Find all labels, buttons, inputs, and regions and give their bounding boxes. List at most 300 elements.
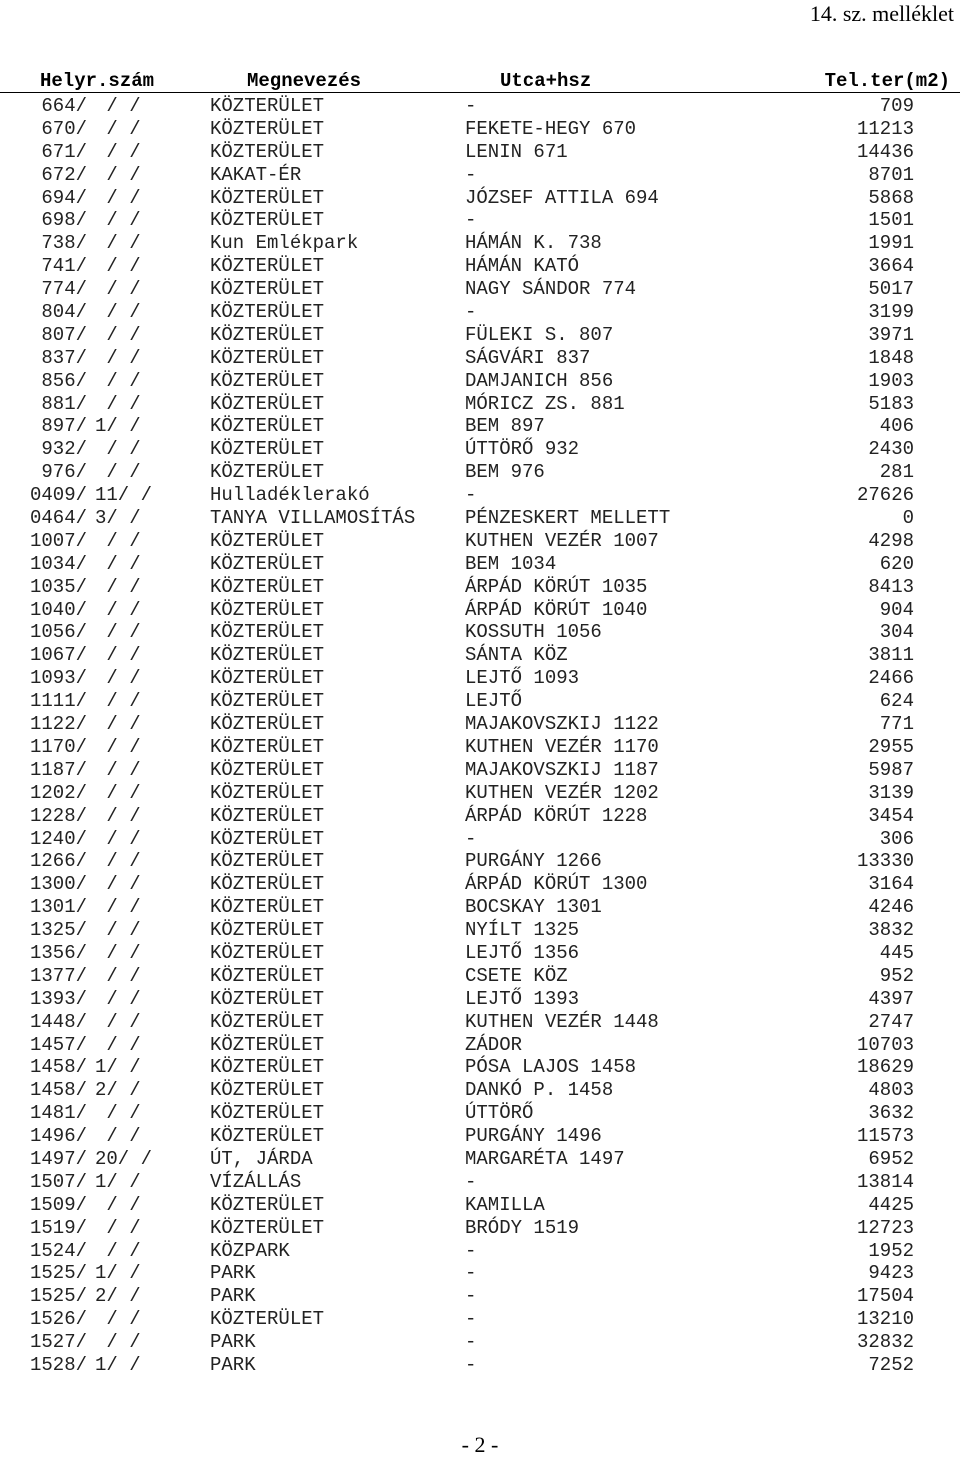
designation: KÖZTERÜLET [210, 552, 325, 575]
table-row [0, 1354, 960, 1377]
parcel-subnumber: / / [95, 667, 141, 690]
parcel-number: 1240/ [29, 827, 87, 850]
designation: KÖZTERÜLET [210, 575, 325, 598]
street-address: MÓRICZ ZS. 881 [465, 392, 625, 415]
area-value: 406 [879, 415, 914, 438]
designation: KÖZTERÜLET [210, 529, 325, 552]
area-value: 3139 [868, 781, 914, 804]
table-row [0, 599, 960, 622]
table-row [0, 1171, 960, 1194]
designation: KÖZTERÜLET [210, 323, 325, 346]
table-row [0, 278, 960, 301]
street-address: KOSSUTH 1056 [465, 621, 602, 644]
parcel-number: 1528/ [29, 1353, 87, 1376]
table-row [0, 95, 960, 118]
designation: VÍZÁLLÁS [210, 1170, 302, 1193]
parcel-subnumber: / / [95, 896, 141, 919]
area-value: 5987 [868, 758, 914, 781]
street-address: JÓZSEF ATTILA 694 [465, 186, 659, 209]
parcel-subnumber: / / [95, 95, 141, 117]
table-row [0, 782, 960, 805]
designation: KÖZTERÜLET [210, 415, 325, 438]
parcel-subnumber: / / [95, 529, 141, 552]
parcel-number: 1526/ [29, 1308, 87, 1331]
header-parcel-number: Helyr.szám [40, 70, 155, 92]
designation: KAKAT-ÉR [210, 163, 302, 186]
designation: KÖZTERÜLET [210, 392, 325, 415]
street-address: - [465, 1353, 477, 1376]
designation: KÖZTERÜLET [210, 941, 325, 964]
parcel-subnumber: 3/ / [95, 507, 141, 530]
designation: KÖZTERÜLET [210, 919, 325, 942]
parcel-subnumber: / / [95, 346, 141, 369]
area-value: 3632 [868, 1102, 914, 1125]
parcel-subnumber: / / [95, 827, 141, 850]
parcel-subnumber: / / [95, 255, 141, 278]
designation: KÖZTERÜLET [210, 758, 325, 781]
parcel-number: 1509/ [29, 1193, 87, 1216]
table-row [0, 209, 960, 232]
parcel-number: 1034/ [29, 552, 87, 575]
parcel-number: 1301/ [29, 896, 87, 919]
designation: KÖZTERÜLET [210, 278, 325, 301]
table-row [0, 805, 960, 828]
area-value: 3971 [868, 323, 914, 346]
area-value: 4298 [868, 529, 914, 552]
parcel-number: 837/ [41, 346, 87, 369]
parcel-number: 1496/ [29, 1125, 87, 1148]
street-address: - [465, 827, 477, 850]
street-address: FEKETE-HEGY 670 [465, 117, 637, 140]
table-row [0, 667, 960, 690]
street-address: - [465, 1331, 477, 1354]
area-value: 4803 [868, 1079, 914, 1102]
street-address: LEJTŐ [465, 690, 523, 713]
table-row [0, 484, 960, 507]
parcel-subnumber: 1/ / [95, 1353, 141, 1376]
parcel-number: 1457/ [29, 1033, 87, 1056]
parcel-number: 1448/ [29, 1010, 87, 1033]
parcel-number: 1035/ [29, 575, 87, 598]
table-row [0, 1217, 960, 1240]
street-address: ÁRPÁD KÖRÚT 1035 [465, 575, 648, 598]
designation: KÖZTERÜLET [210, 644, 325, 667]
designation: KÖZTERÜLET [210, 1033, 325, 1056]
parcel-subnumber: / / [95, 781, 141, 804]
designation: PARK [210, 1262, 256, 1285]
designation: ÚT, JÁRDA [210, 1147, 313, 1170]
area-value: 624 [879, 690, 914, 713]
parcel-subnumber: / / [95, 301, 141, 324]
area-value: 2955 [868, 735, 914, 758]
designation: Kun Emlékpark [210, 232, 359, 255]
parcel-subnumber: / / [95, 232, 141, 255]
table-row [0, 347, 960, 370]
parcel-subnumber: 20/ / [95, 1147, 153, 1170]
table-row [0, 1194, 960, 1217]
street-address: HÁMÁN K. 738 [465, 232, 602, 255]
parcel-subnumber: / / [95, 369, 141, 392]
area-value: 5017 [868, 278, 914, 301]
area-value: 14436 [856, 140, 914, 163]
table-row [0, 736, 960, 759]
parcel-number: 1266/ [29, 850, 87, 873]
area-value: 32832 [856, 1331, 914, 1354]
parcel-number: 1519/ [29, 1216, 87, 1239]
table-row [0, 1079, 960, 1102]
table-row [0, 553, 960, 576]
street-address: SÁNTA KÖZ [465, 644, 568, 667]
parcel-subnumber: 1/ / [95, 1170, 141, 1193]
area-value: 3164 [868, 873, 914, 896]
parcel-subnumber: / / [95, 438, 141, 461]
street-address: ÁRPÁD KÖRÚT 1040 [465, 598, 648, 621]
table-row [0, 415, 960, 438]
table-row [0, 828, 960, 851]
parcel-subnumber: / / [95, 1331, 141, 1354]
designation: KÖZTERÜLET [210, 896, 325, 919]
parcel-number: 804/ [41, 301, 87, 324]
street-address: FÜLEKI S. 807 [465, 323, 614, 346]
parcel-subnumber: / / [95, 964, 141, 987]
designation: KÖZTERÜLET [210, 301, 325, 324]
parcel-number: 694/ [41, 186, 87, 209]
area-value: 1903 [868, 369, 914, 392]
parcel-number: 1228/ [29, 804, 87, 827]
street-address: LENIN 671 [465, 140, 568, 163]
parcel-number: 672/ [41, 163, 87, 186]
designation: PARK [210, 1285, 256, 1308]
parcel-number: 1007/ [29, 529, 87, 552]
area-value: 18629 [856, 1056, 914, 1079]
designation: KÖZTERÜLET [210, 95, 325, 117]
street-address: HÁMÁN KATÓ [465, 255, 580, 278]
area-value: 8701 [868, 163, 914, 186]
area-value: 8413 [868, 575, 914, 598]
designation: KÖZTERÜLET [210, 1079, 325, 1102]
area-value: 904 [879, 598, 914, 621]
parcel-number: 1507/ [29, 1170, 87, 1193]
parcel-subnumber: / / [95, 690, 141, 713]
area-value: 10703 [856, 1033, 914, 1056]
parcel-subnumber: / / [95, 919, 141, 942]
parcel-subnumber: / / [95, 323, 141, 346]
parcel-subnumber: / / [95, 713, 141, 736]
parcel-subnumber: / / [95, 598, 141, 621]
table-row [0, 393, 960, 416]
area-value: 771 [879, 713, 914, 736]
designation: KÖZTERÜLET [210, 621, 325, 644]
table-row [0, 141, 960, 164]
area-value: 3832 [868, 919, 914, 942]
parcel-subnumber: / / [95, 140, 141, 163]
street-address: ÚTTÖRŐ 932 [465, 438, 580, 461]
designation: KÖZTERÜLET [210, 804, 325, 827]
area-value: 11573 [856, 1125, 914, 1148]
parcel-number: 1187/ [29, 758, 87, 781]
parcel-subnumber: 2/ / [95, 1079, 141, 1102]
parcel-subnumber: / / [95, 735, 141, 758]
area-value: 4425 [868, 1193, 914, 1216]
table-row [0, 324, 960, 347]
street-address: BRÓDY 1519 [465, 1216, 580, 1239]
area-value: 620 [879, 552, 914, 575]
parcel-subnumber: / / [95, 1308, 141, 1331]
designation: TANYA VILLAMOSÍTÁS [210, 507, 416, 530]
area-value: 7252 [868, 1353, 914, 1376]
parcel-subnumber: / / [95, 621, 141, 644]
street-address: - [465, 1262, 477, 1285]
area-value: 2466 [868, 667, 914, 690]
parcel-subnumber: / / [95, 644, 141, 667]
area-value: 12723 [856, 1216, 914, 1239]
table-row [0, 1125, 960, 1148]
table-row [0, 1102, 960, 1125]
header-designation: Megnevezés [247, 70, 362, 92]
header-street: Utca+hsz [500, 70, 592, 92]
parcel-number: 1122/ [29, 713, 87, 736]
area-value: 281 [879, 461, 914, 484]
street-address: BEM 1034 [465, 552, 557, 575]
parcel-number: 1040/ [29, 598, 87, 621]
street-address: - [465, 209, 477, 232]
table-row [0, 713, 960, 736]
designation: KÖZTERÜLET [210, 827, 325, 850]
street-address: ÁRPÁD KÖRÚT 1300 [465, 873, 648, 896]
street-address: BEM 976 [465, 461, 545, 484]
designation: KÖZPARK [210, 1239, 290, 1262]
parcel-number: 932/ [41, 438, 87, 461]
area-value: 3454 [868, 804, 914, 827]
area-value: 4246 [868, 896, 914, 919]
parcel-number: 1202/ [29, 781, 87, 804]
area-value: 17504 [856, 1285, 914, 1308]
street-address: PÓSA LAJOS 1458 [465, 1056, 637, 1079]
designation: KÖZTERÜLET [210, 781, 325, 804]
area-value: 3664 [868, 255, 914, 278]
table-row [0, 988, 960, 1011]
area-value: 0 [902, 507, 914, 530]
parcel-subnumber: / / [95, 941, 141, 964]
parcel-subnumber: / / [95, 209, 141, 232]
designation: Hulladéklerakó [210, 484, 370, 507]
street-address: BEM 897 [465, 415, 545, 438]
parcel-number: 1377/ [29, 964, 87, 987]
street-address: LEJTŐ 1393 [465, 987, 580, 1010]
table-body [0, 95, 960, 1377]
parcel-number: 671/ [41, 140, 87, 163]
parcel-number: 897/ [41, 415, 87, 438]
table-header [0, 70, 960, 93]
area-value: 2430 [868, 438, 914, 461]
area-value: 1991 [868, 232, 914, 255]
table-row [0, 301, 960, 324]
table-row [0, 759, 960, 782]
parcel-number: 1300/ [29, 873, 87, 896]
designation: PARK [210, 1353, 256, 1376]
area-value: 11213 [856, 117, 914, 140]
street-address: PURGÁNY 1266 [465, 850, 602, 873]
street-address: - [465, 1170, 477, 1193]
street-address: KUTHEN VEZÉR 1202 [465, 781, 659, 804]
annex-label: 14. sz. melléklet [809, 1, 954, 26]
designation: KÖZTERÜLET [210, 346, 325, 369]
designation: KÖZTERÜLET [210, 369, 325, 392]
parcel-number: 741/ [41, 255, 87, 278]
parcel-subnumber: / / [95, 278, 141, 301]
table-row [0, 873, 960, 896]
designation: KÖZTERÜLET [210, 713, 325, 736]
parcel-number: 0409/ [29, 484, 87, 507]
parcel-number: 1481/ [29, 1102, 87, 1125]
street-address: LEJTŐ 1093 [465, 667, 580, 690]
street-address: DANKÓ P. 1458 [465, 1079, 614, 1102]
table-row [0, 621, 960, 644]
table-row [0, 187, 960, 210]
street-address: KAMILLA [465, 1193, 545, 1216]
parcel-number: 1325/ [29, 919, 87, 942]
designation: KÖZTERÜLET [210, 438, 325, 461]
table-row [0, 690, 960, 713]
designation: KÖZTERÜLET [210, 987, 325, 1010]
table-row [0, 896, 960, 919]
page-number: - 2 - [461, 1432, 499, 1457]
street-address: BOCSKAY 1301 [465, 896, 602, 919]
designation: KÖZTERÜLET [210, 1193, 325, 1216]
area-value: 13210 [856, 1308, 914, 1331]
parcel-number: 1458/ [29, 1079, 87, 1102]
designation: KÖZTERÜLET [210, 667, 325, 690]
table-row [0, 942, 960, 965]
street-address: KUTHEN VEZÉR 1170 [465, 735, 659, 758]
table-row [0, 530, 960, 553]
header-area: Tel.ter(m2) [824, 70, 950, 92]
table-row [0, 576, 960, 599]
parcel-subnumber: 1/ / [95, 1056, 141, 1079]
designation: KÖZTERÜLET [210, 735, 325, 758]
parcel-number: 1356/ [29, 941, 87, 964]
area-value: 304 [879, 621, 914, 644]
street-address: - [465, 1285, 477, 1308]
table-row [0, 1148, 960, 1171]
designation: PARK [210, 1331, 256, 1354]
designation: KÖZTERÜLET [210, 209, 325, 232]
table-row [0, 164, 960, 187]
parcel-number: 1527/ [29, 1331, 87, 1354]
street-address: - [465, 95, 477, 117]
street-address: LEJTŐ 1356 [465, 941, 580, 964]
table-row [0, 965, 960, 988]
designation: KÖZTERÜLET [210, 850, 325, 873]
parcel-number: 856/ [41, 369, 87, 392]
street-address: KUTHEN VEZÉR 1448 [465, 1010, 659, 1033]
parcel-subnumber: / / [95, 1102, 141, 1125]
parcel-number: 1497/ [29, 1147, 87, 1170]
parcel-number: 1525/ [29, 1262, 87, 1285]
parcel-number: 0464/ [29, 507, 87, 530]
table-row [0, 1308, 960, 1331]
area-value: 5868 [868, 186, 914, 209]
parcel-number: 1093/ [29, 667, 87, 690]
table-row [0, 1034, 960, 1057]
parcel-subnumber: / / [95, 575, 141, 598]
area-value: 306 [879, 827, 914, 850]
area-value: 1848 [868, 346, 914, 369]
parcel-subnumber: / / [95, 117, 141, 140]
street-address: - [465, 301, 477, 324]
table-row [0, 1056, 960, 1079]
street-address: MAJAKOVSZKIJ 1187 [465, 758, 659, 781]
parcel-number: 1111/ [29, 690, 87, 713]
table-row [0, 232, 960, 255]
parcel-number: 774/ [41, 278, 87, 301]
designation: KÖZTERÜLET [210, 690, 325, 713]
area-value: 3199 [868, 301, 914, 324]
area-value: 13330 [856, 850, 914, 873]
designation: KÖZTERÜLET [210, 1216, 325, 1239]
designation: KÖZTERÜLET [210, 873, 325, 896]
table-row [0, 919, 960, 942]
parcel-subnumber: / / [95, 873, 141, 896]
area-value: 2747 [868, 1010, 914, 1033]
parcel-number: 664/ [41, 95, 87, 117]
parcel-number: 1170/ [29, 735, 87, 758]
parcel-number: 976/ [41, 461, 87, 484]
designation: KÖZTERÜLET [210, 461, 325, 484]
table-row [0, 370, 960, 393]
table-row [0, 1011, 960, 1034]
designation: KÖZTERÜLET [210, 117, 325, 140]
table-row [0, 1331, 960, 1354]
designation: KÖZTERÜLET [210, 598, 325, 621]
street-address: DAMJANICH 856 [465, 369, 614, 392]
street-address: - [465, 163, 477, 186]
parcel-subnumber: / / [95, 850, 141, 873]
area-value: 3811 [868, 644, 914, 667]
parcel-subnumber: / / [95, 163, 141, 186]
street-address: - [465, 1308, 477, 1331]
designation: KÖZTERÜLET [210, 255, 325, 278]
parcel-subnumber: / / [95, 758, 141, 781]
area-value: 4397 [868, 987, 914, 1010]
parcel-subnumber: 1/ / [95, 415, 141, 438]
table-row [0, 850, 960, 873]
street-address: SÁGVÁRI 837 [465, 346, 591, 369]
parcel-subnumber: / / [95, 1125, 141, 1148]
parcel-subnumber: / / [95, 1193, 141, 1216]
street-address: NAGY SÁNDOR 774 [465, 278, 637, 301]
street-address: ÚTTÖRŐ [465, 1102, 534, 1125]
parcel-subnumber: / / [95, 552, 141, 575]
designation: KÖZTERÜLET [210, 1308, 325, 1331]
parcel-subnumber: / / [95, 1033, 141, 1056]
area-value: 709 [879, 95, 914, 117]
parcel-number: 1458/ [29, 1056, 87, 1079]
parcel-subnumber: 11/ / [95, 484, 153, 507]
table-row [0, 255, 960, 278]
parcel-number: 738/ [41, 232, 87, 255]
parcel-number: 1393/ [29, 987, 87, 1010]
parcel-number: 807/ [41, 323, 87, 346]
parcel-subnumber: / / [95, 186, 141, 209]
table-row [0, 1262, 960, 1285]
parcel-subnumber: 1/ / [95, 1262, 141, 1285]
parcel-subnumber: / / [95, 804, 141, 827]
parcel-number: 1524/ [29, 1239, 87, 1262]
area-value: 6952 [868, 1147, 914, 1170]
table-row [0, 644, 960, 667]
parcel-subnumber: / / [95, 1239, 141, 1262]
